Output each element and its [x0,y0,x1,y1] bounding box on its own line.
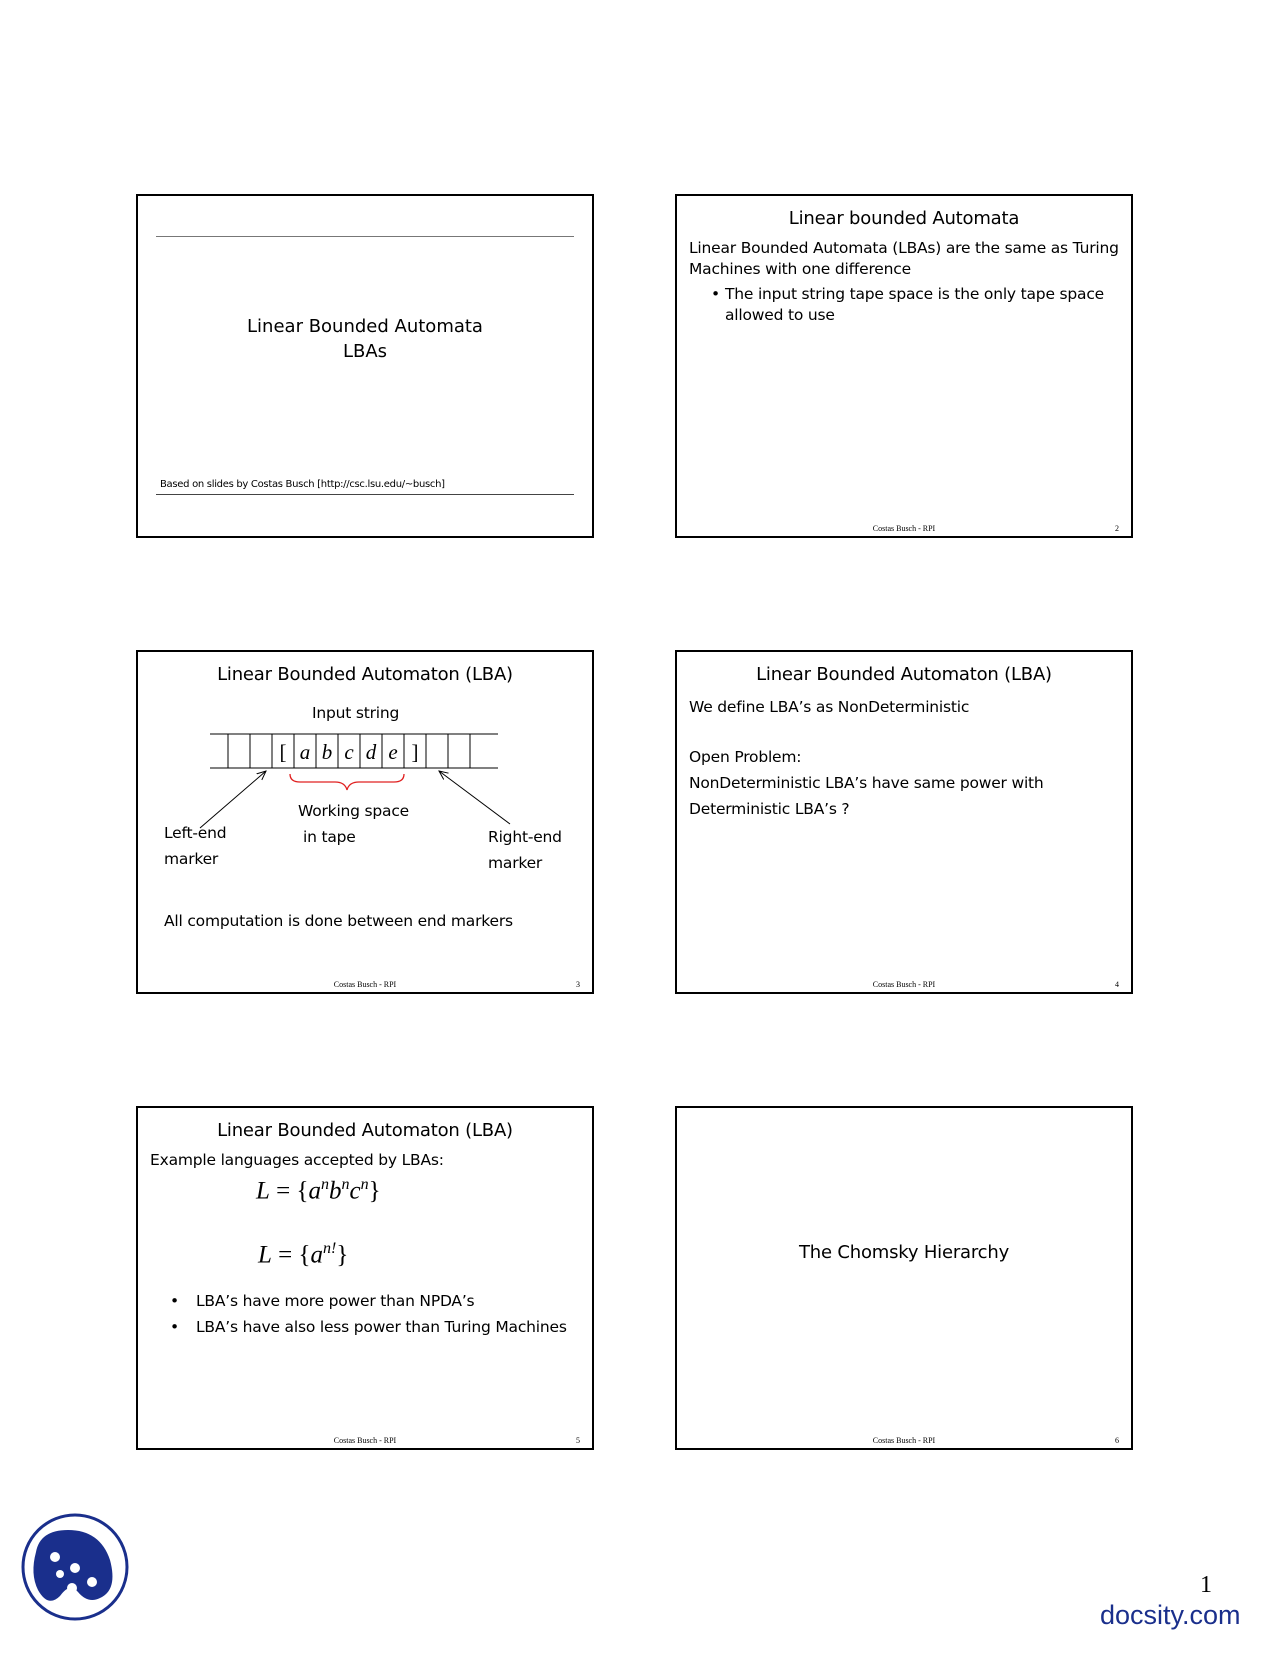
slide-5-bullets [150,1288,580,1340]
slide-5-bullet-1: • LBA’s have more power than NPDA’s [150,1288,580,1314]
slide-number: 3 [576,980,580,989]
slide-number: 6 [1115,1436,1119,1445]
slide-6-title: The Chomsky Hierarchy [798,1242,1010,1263]
slide-5-title: Linear Bounded Automaton (LBA) [217,1120,513,1141]
tape [210,734,498,768]
right-end-marker-label: Right-end marker [488,828,562,872]
tape-cell-right-marker: ] [411,740,419,764]
slide-3-title: Linear Bounded Automaton (LBA) [217,664,513,685]
slide-5-intro: Example languages accepted by LBAs: [150,1151,444,1169]
left-end-marker-label: Left-end marker [164,824,227,868]
tape-cell-left-marker: [ [279,740,287,764]
page-number: 1 [1200,1572,1212,1598]
working-space-label: Working space in tape [298,802,410,846]
slide-footer: Costas Busch - RPI [333,1436,397,1445]
slide-4-line-4: Deterministic LBA’s ? [689,800,850,818]
slide-2-paragraph: Linear Bounded Automata (LBAs) are the same as Turing Machines with one difference [689,239,1119,278]
credit-text: Based on slides by Costas Busch [http://csc.lsu.edu/~busch] [160,479,445,490]
tape-cell-a: a [299,740,311,764]
tape-cell-c: c [344,740,354,764]
language-a-n-factorial: $L = \{a^{n!}\}$ [258,1240,349,1269]
slide-footer: Costas Busch - RPI [872,980,936,989]
slide-4 [675,650,1133,994]
docsity-brand-link[interactable]: docsity.com [1100,1600,1241,1630]
slide-2-title: Linear bounded Automata [788,208,1020,229]
tape-cell-d: d [365,740,377,764]
open-problem-heading: Open Problem: [689,748,802,766]
computation-note: All computation is done between end markers [164,912,513,930]
working-space-brace [290,774,404,790]
top-rule [156,236,574,237]
slide-4-line-1: We define LBA’s as NonDeterministic [689,698,970,716]
right-marker-arrow [439,771,510,824]
slide-6 [675,1106,1133,1450]
slide-2 [675,194,1133,538]
slide-footer: Costas Busch - RPI [872,524,936,533]
slide-footer: Costas Busch - RPI [333,980,397,989]
slide-number: 2 [1115,524,1119,533]
slide-1-title: Linear Bounded Automata LBAs [247,316,483,362]
slide-2-body [689,238,1119,326]
input-string-label: Input string [312,704,400,722]
slide-3 [136,650,594,994]
slide-1 [136,194,594,538]
bottom-rule [156,494,574,495]
bullet-dot: • [170,1292,179,1310]
slide-4-body [689,694,1119,822]
slide-4-title: Linear Bounded Automaton (LBA) [756,664,1052,685]
docsity-logo-icon [20,1512,130,1622]
slide-footer: Costas Busch - RPI [872,1436,936,1445]
slide-2-bullet: • The input string tape space is the only tape space allowed to use [711,285,1104,324]
language-anbncn: $L = \{a^nb^nc^n\}$ [256,1176,381,1205]
slide-4-line-3: NonDeterministic LBA’s have same power with [689,774,1044,792]
bullet-dot: • [711,285,720,303]
slide-5-bullet-2: • LBA’s have also less power than Turing Machines [150,1314,580,1340]
tape-cell-b: b [321,740,333,764]
slide-5 [136,1106,594,1450]
slide-number: 4 [1115,980,1119,989]
slide-number: 5 [576,1436,580,1445]
bullet-dot: • [170,1318,179,1336]
tape-cell-e: e [388,740,398,764]
